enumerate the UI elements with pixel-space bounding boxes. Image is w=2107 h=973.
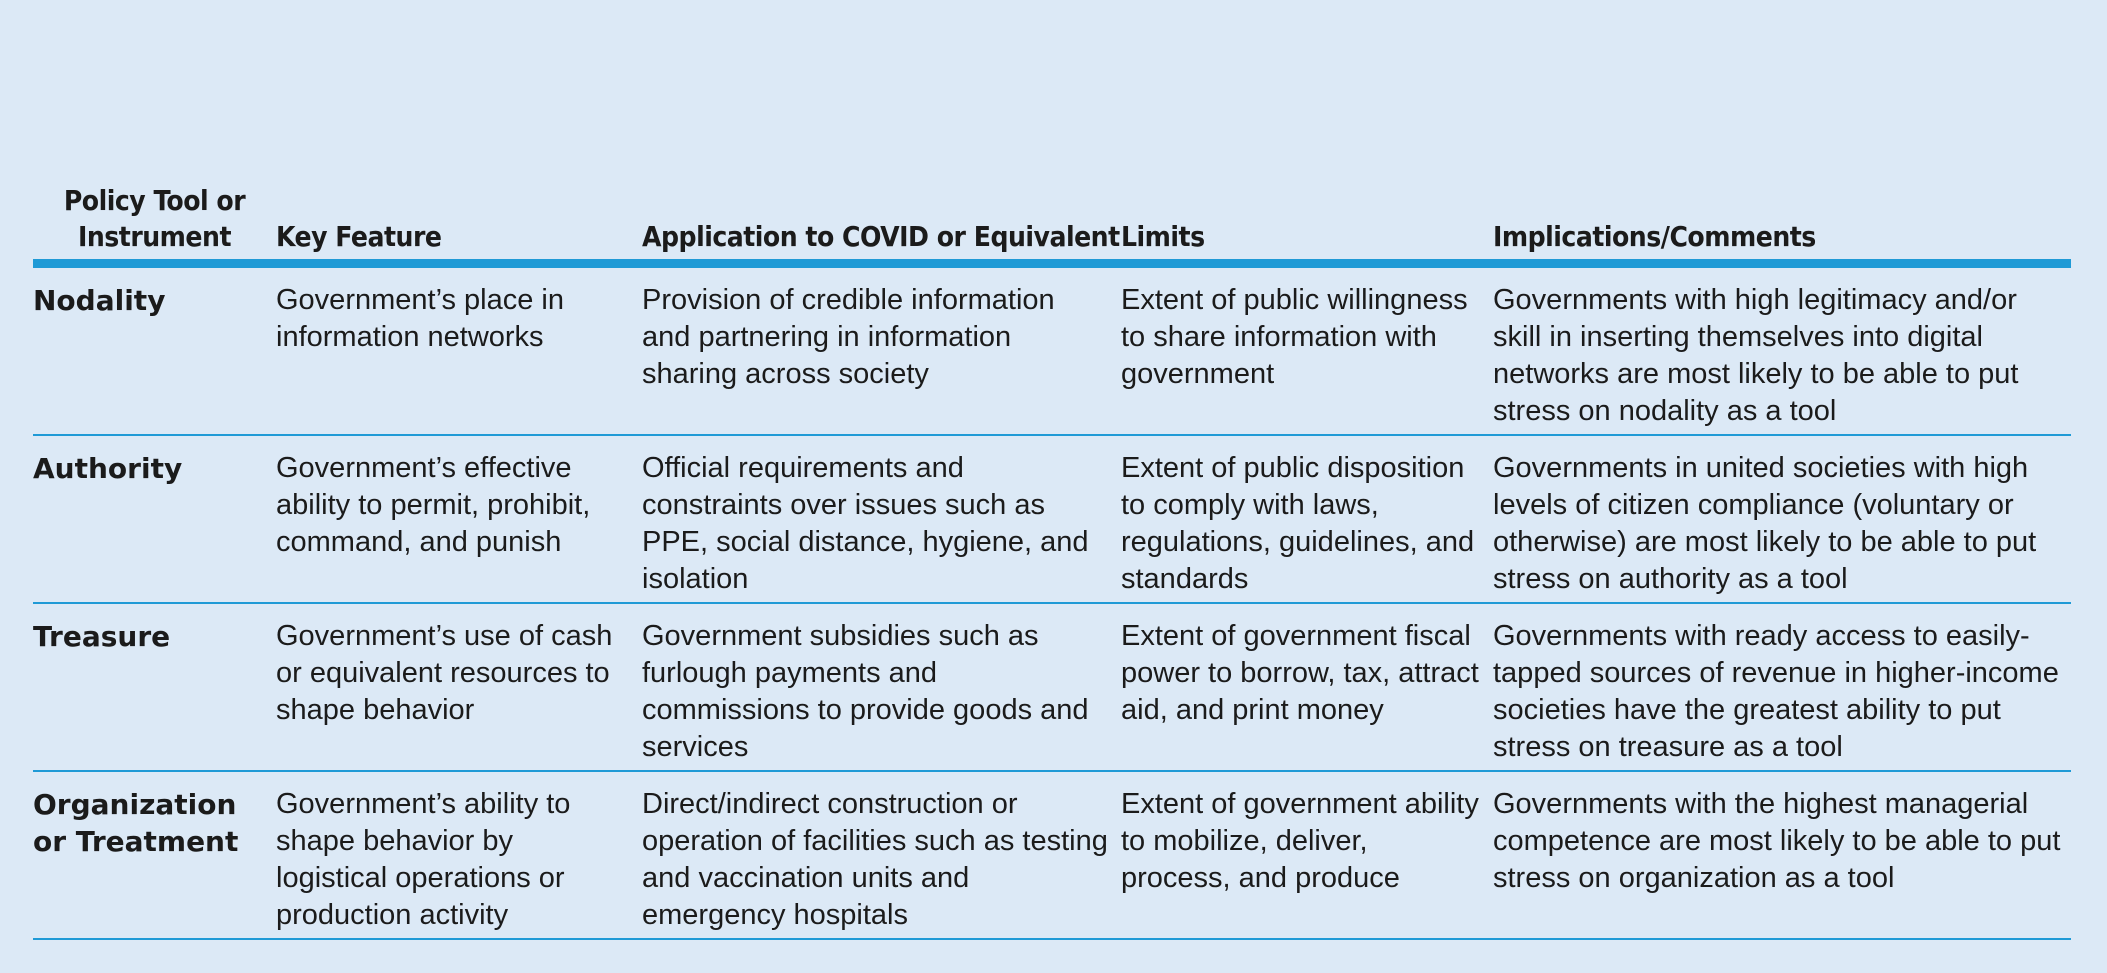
- header-key-feature: Key Feature: [276, 183, 642, 264]
- header-limits: Limits: [1121, 183, 1493, 264]
- row-tool-name: Organization or Treatment: [33, 771, 276, 939]
- application-cell: Official requirements and constraints over issues such as PPE, social distance, hygiene, and isolation: [642, 435, 1121, 603]
- limits-cell: Extent of government fiscal power to borrow, tax, attract aid, and print money: [1121, 603, 1493, 771]
- table-row: [33, 264, 2071, 436]
- table-row: [33, 771, 2071, 939]
- table-row: [33, 603, 2071, 771]
- application-cell: Provision of credible information and partnering in information sharing across society: [642, 264, 1121, 436]
- key-feature-cell: Government’s ability to shape behavior by logistical operations or production activity: [276, 771, 642, 939]
- application-cell: Government subsidies such as furlough payments and commissions to provide goods and services: [642, 603, 1121, 771]
- row-tool-name: Nodality: [33, 264, 276, 436]
- limits-cell: Extent of public disposition to comply with laws, regulations, guidelines, and standards: [1121, 435, 1493, 603]
- implications-cell: Governments with the highest managerial competence are most likely to be able to put stress on organization as a tool: [1493, 771, 2071, 939]
- limits-cell: Extent of government ability to mobilize, deliver, process, and produce: [1121, 771, 1493, 939]
- implications-cell: Governments with high legitimacy and/or skill in inserting themselves into digital networks are most likely to be able to put stress on nodality as a tool: [1493, 264, 2071, 436]
- implications-cell: Governments in united societies with high levels of citizen compliance (voluntary or otherwise) are most likely to be able to put stress on authority as a tool: [1493, 435, 2071, 603]
- policy-tools-table: [33, 183, 2071, 940]
- key-feature-cell: Government’s effective ability to permit, prohibit, command, and punish: [276, 435, 642, 603]
- header-application: Application to COVID or Equivalent: [642, 183, 1121, 264]
- table-row: [33, 435, 2071, 603]
- header-policy-tool: Policy Tool or Instrument: [33, 183, 276, 264]
- implications-cell: Governments with ready access to easily-tapped sources of revenue in higher-income societies have the greatest ability to put stress on treasure as a tool: [1493, 603, 2071, 771]
- row-tool-name: Treasure: [33, 603, 276, 771]
- row-tool-name: Authority: [33, 435, 276, 603]
- header-row: [33, 183, 2071, 264]
- header-implications: Implications/Comments: [1493, 183, 2071, 264]
- application-cell: Direct/indirect construction or operation of facilities such as testing and vaccination units and emergency hospitals: [642, 771, 1121, 939]
- key-feature-cell: Government’s use of cash or equivalent resources to shape behavior: [276, 603, 642, 771]
- key-feature-cell: Government’s place in information networks: [276, 264, 642, 436]
- limits-cell: Extent of public willingness to share information with government: [1121, 264, 1493, 436]
